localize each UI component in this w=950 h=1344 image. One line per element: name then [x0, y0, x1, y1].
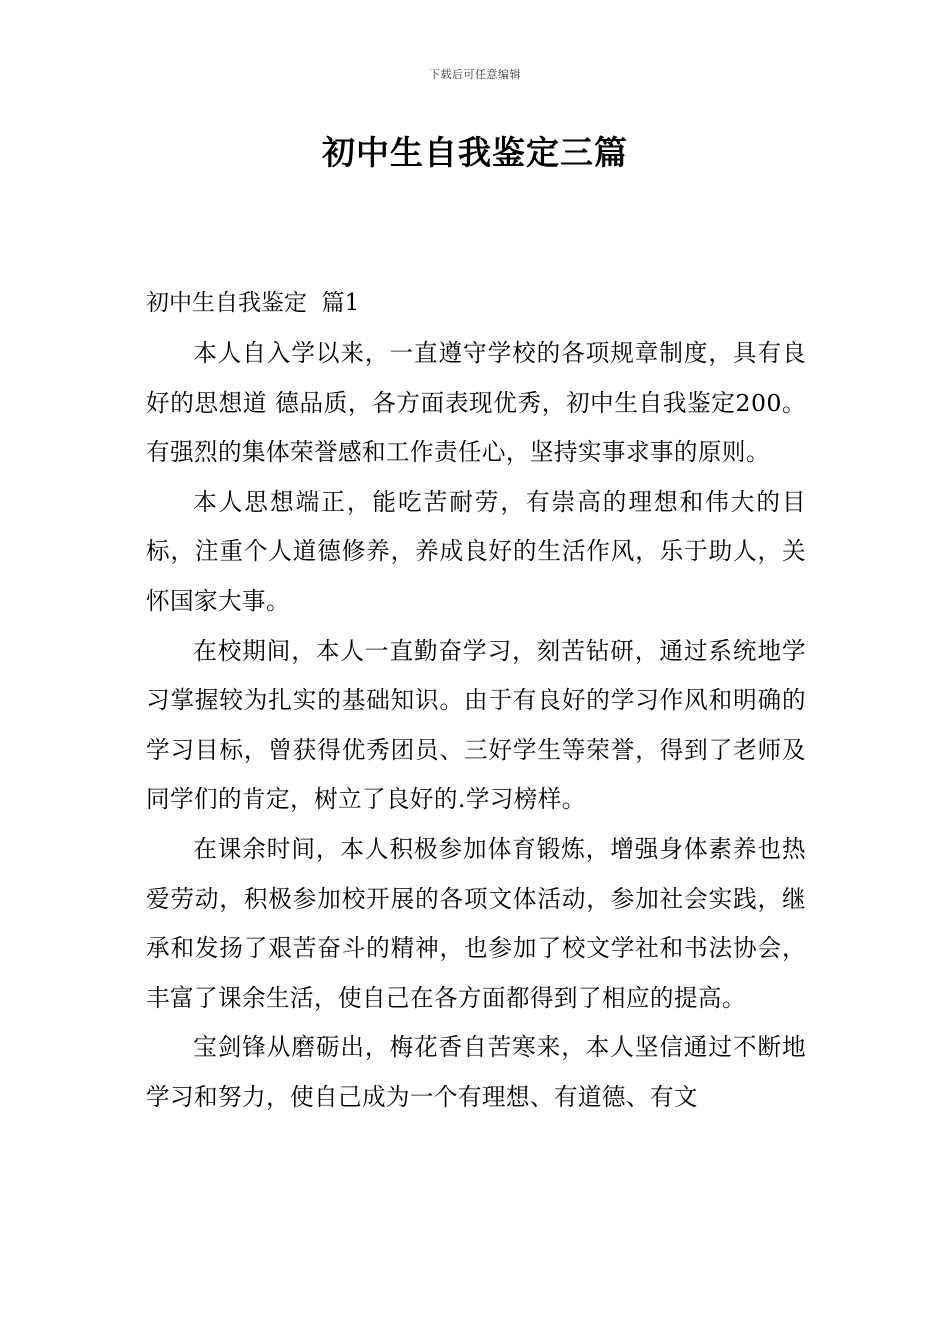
- document-body: [146, 329, 806, 1123]
- document-title: 初中生自我鉴定三篇: [322, 133, 628, 172]
- section-heading: 初中生自我鉴定 篇1: [146, 290, 360, 316]
- paragraph: 本人自入学以来，一直遵守学校的各项规章制度，具有良好的思想道 德品质，各方面表现优秀，初中生自我鉴定200。有强烈的集体荣誉感和工作责任心，坚持实事求事的原则。: [146, 339, 806, 467]
- paragraph: 在校期间，本人一直勤奋学习，刻苦钻研，通过系统地学习掌握较为扎实的基础知识。由于有良好的学习作风和明确的学习目标，曾获得优秀团员、三好学生等荣誉，得到了老师及同学们的肯定，树立了良好的.学习榜样。: [146, 636, 806, 814]
- paragraph: 宝剑锋从磨砺出，梅花香自苦寒来，本人坚信通过不断地学习和努力，使自己成为一个有理想、有道德、有文: [146, 1033, 806, 1111]
- paragraph: 在课余时间，本人积极参加体育锻炼，增强身体素养也热爱劳动，积极参加校开展的各项文体活动，参加社会实践，继承和发扬了艰苦奋斗的精神，也参加了校文学社和书法协会，丰富了课余生活，使自己在各方面都得到了相应的提高。: [146, 834, 806, 1012]
- paragraph: 本人思想端正，能吃苦耐劳，有崇高的理想和伟大的目标，注重个人道德修养，养成良好的生活作风，乐于助人，关怀国家大事。: [146, 487, 806, 615]
- header-note: 下载后可任意编辑: [429, 68, 521, 81]
